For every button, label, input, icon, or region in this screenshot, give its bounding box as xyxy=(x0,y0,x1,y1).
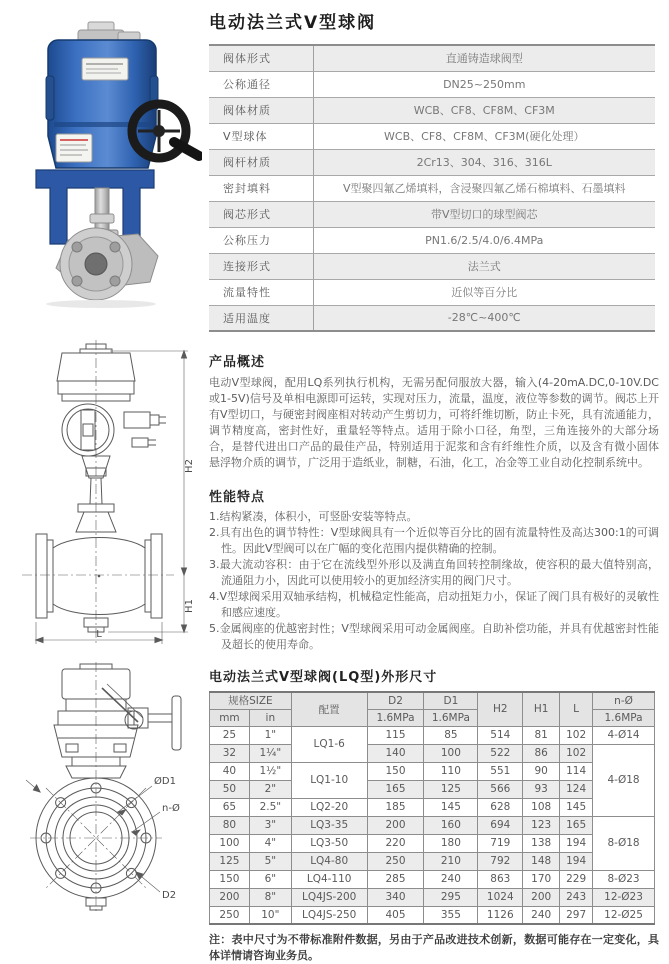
spec-label: 阀体形式 xyxy=(209,45,313,71)
feature-item: 1.结构紧凑，体积小，可竖卧安装等特点。 xyxy=(209,510,418,523)
cell-l: 124 xyxy=(560,780,593,798)
overview-body: 电动V型球阀，配用LQ系列执行机构，无需另配伺服放大器，输入(4-20mA.DC,0-10V.DC或1-5V)信号及单相电源即可运转，实现对压力，流量，温度，液位等参数的调节。阀芯上开有V型切口，与硬密封阀座相对转动产生剪切力，可将纤维切断，防止卡死，具有流通能力，调节精度高，密封性好，重量轻等特点。适用于除小口径，角型，三角连接外的大部分场合，是替代进出口产品的最佳产品，特别适用于泥浆和含有纤维性介质，以及含有微小固体悬浮物介质的调节，广泛用于造纸业，制糖，石油，化工，冶金等工业自动化控制系统中。 xyxy=(209,376,659,469)
cell-n: 12-Ø23 xyxy=(593,888,655,906)
col-mm: mm xyxy=(210,709,250,726)
cell-config: LQ3-35 xyxy=(291,816,367,834)
cell-in: 2" xyxy=(249,780,291,798)
cell-mm: 150 xyxy=(210,870,250,888)
dimensions-table-header xyxy=(210,692,655,726)
cell-n: 8-Ø23 xyxy=(593,870,655,888)
cell-l: 102 xyxy=(560,744,593,762)
dimensions-table xyxy=(209,691,655,925)
cell-l: 194 xyxy=(560,834,593,852)
cell-h1: 200 xyxy=(523,888,560,906)
cell-n: 4-Ø18 xyxy=(593,744,655,816)
dim-row xyxy=(210,906,655,924)
side-label xyxy=(56,134,92,162)
cell-in: 1½" xyxy=(249,762,291,780)
cell-d1: 100 xyxy=(424,744,478,762)
feature-item: 4.V型球阀采用双轴承结构，机械稳定性能高，启动扭矩力小，保证了阀门具有极好的灵敏性和感应速度。 xyxy=(209,590,659,619)
spec-row xyxy=(209,305,655,331)
spec-label: 公称压力 xyxy=(209,227,313,253)
col-d2: D2 xyxy=(367,692,424,709)
cell-l: 297 xyxy=(560,906,593,924)
cell-mm: 200 xyxy=(210,888,250,906)
nameplate xyxy=(82,58,128,80)
cell-h1: 93 xyxy=(523,780,560,798)
col-l: L xyxy=(560,692,593,726)
cell-in: 8" xyxy=(249,888,291,906)
spec-row xyxy=(209,175,655,201)
cell-mm: 25 xyxy=(210,726,250,744)
cell-config: LQ1-10 xyxy=(291,762,367,798)
spec-row xyxy=(209,71,655,97)
cell-h1: 86 xyxy=(523,744,560,762)
dim-label-l: L xyxy=(96,629,102,640)
spec-value: 直通铸造球阀型 xyxy=(313,45,655,71)
cell-config: LQ3-50 xyxy=(291,834,367,852)
cell-in: 6" xyxy=(249,870,291,888)
cell-h1: 123 xyxy=(523,816,560,834)
col-d1: D1 xyxy=(424,692,478,709)
cell-d1: 125 xyxy=(424,780,478,798)
cell-h1: 90 xyxy=(523,762,560,780)
cell-h1: 240 xyxy=(523,906,560,924)
cell-l: 243 xyxy=(560,888,593,906)
cell-h2: 1126 xyxy=(478,906,523,924)
electric-v-ball-valve-photo xyxy=(6,18,202,310)
dim-label-h2: H2 xyxy=(184,459,195,473)
cell-in: 3" xyxy=(249,816,291,834)
spec-row xyxy=(209,279,655,305)
cell-config: LQ2-20 xyxy=(291,798,367,816)
cell-h1: 148 xyxy=(523,852,560,870)
dim-row xyxy=(210,744,655,762)
cell-l: 102 xyxy=(560,726,593,744)
dim-row xyxy=(210,798,655,816)
cell-config: LQ4JS-200 xyxy=(291,888,367,906)
cell-l: 229 xyxy=(560,870,593,888)
cell-h1: 81 xyxy=(523,726,560,744)
spec-label: 密封填料 xyxy=(209,175,313,201)
spec-value: V型聚四氟乙烯填料，含浸聚四氟乙烯石棉填料、石墨填料 xyxy=(313,175,655,201)
col-d2-mpa: 1.6MPa xyxy=(367,709,424,726)
cell-d2: 285 xyxy=(367,870,424,888)
col-size: 规格SIZE xyxy=(210,692,292,709)
cell-mm: 250 xyxy=(210,906,250,924)
cell-mm: 125 xyxy=(210,852,250,870)
cell-h1: 138 xyxy=(523,834,560,852)
spec-row xyxy=(209,253,655,279)
cell-h2: 628 xyxy=(478,798,523,816)
cell-h2: 792 xyxy=(478,852,523,870)
spec-label: 流量特性 xyxy=(209,279,313,305)
spec-value: 带V型切口的球型阀芯 xyxy=(313,201,655,227)
cell-h2: 863 xyxy=(478,870,523,888)
dim-row xyxy=(210,852,655,870)
spec-label: 公称通径 xyxy=(209,71,313,97)
spec-value: 近似等百分比 xyxy=(313,279,655,305)
spec-row xyxy=(209,97,655,123)
cell-l: 165 xyxy=(560,816,593,834)
dim-label-d1: ØD1 xyxy=(154,776,176,787)
front-view-svg xyxy=(6,660,206,914)
feature-item: 2.具有出色的调节特性：V型球阀具有一个近似等百分比的固有流量特性及高达300:1的可调性。因此V型阀可以在广幅的变化范围内提供精确的控制。 xyxy=(209,526,659,555)
handwheel xyxy=(132,104,199,158)
dim-label-n: n-Ø xyxy=(162,803,180,814)
spec-row xyxy=(209,149,655,175)
spec-label: 连接形式 xyxy=(209,253,313,279)
cell-h2: 514 xyxy=(478,726,523,744)
cell-d1: 210 xyxy=(424,852,478,870)
cell-l: 194 xyxy=(560,852,593,870)
page-title: 电动法兰式V型球阀 xyxy=(209,13,377,33)
cell-d2: 150 xyxy=(367,762,424,780)
cell-d1: 145 xyxy=(424,798,478,816)
cell-mm: 50 xyxy=(210,780,250,798)
cell-d2: 185 xyxy=(367,798,424,816)
product-photo xyxy=(6,18,202,310)
cell-d1: 85 xyxy=(424,726,478,744)
spec-label: 阀杆材质 xyxy=(209,149,313,175)
features-heading: 性能特点 xyxy=(209,490,266,505)
col-n: n-Ø xyxy=(593,692,655,709)
col-n-mpa: 1.6MPa xyxy=(593,709,655,726)
side-view-svg xyxy=(6,338,202,648)
dim-row xyxy=(210,780,655,798)
cell-h1: 170 xyxy=(523,870,560,888)
table-note: 注：表中尺寸为不带标准附件数据，另由于产品改进技术创新，数据可能存在一定变化，具体详情请咨询业务员。 xyxy=(209,933,659,962)
cell-h2: 551 xyxy=(478,762,523,780)
col-config: 配置 xyxy=(291,692,367,726)
cell-d2: 115 xyxy=(367,726,424,744)
spec-row xyxy=(209,201,655,227)
cell-in: 2.5" xyxy=(249,798,291,816)
spec-row xyxy=(209,45,655,71)
cell-mm: 40 xyxy=(210,762,250,780)
feature-item: 5.金属阀座的优越密封性；V型球阀采用可动金属阀座。自助补偿功能，并具有优越密封性能及超长的使用寿命。 xyxy=(209,622,659,651)
dim-row xyxy=(210,834,655,852)
cell-in: 1" xyxy=(249,726,291,744)
spec-row xyxy=(209,227,655,253)
cell-config: LQ1-6 xyxy=(291,726,367,762)
cell-mm: 65 xyxy=(210,798,250,816)
features-list xyxy=(209,509,659,653)
cell-config: LQ4-80 xyxy=(291,852,367,870)
spec-label: 阀芯形式 xyxy=(209,201,313,227)
cell-d2: 165 xyxy=(367,780,424,798)
spec-value: 法兰式 xyxy=(313,253,655,279)
image-column xyxy=(0,0,205,914)
cell-h2: 566 xyxy=(478,780,523,798)
cell-d1: 295 xyxy=(424,888,478,906)
col-in: in xyxy=(249,709,291,726)
cell-mm: 80 xyxy=(210,816,250,834)
cell-d2: 140 xyxy=(367,744,424,762)
col-d1-mpa: 1.6MPa xyxy=(424,709,478,726)
conduit-cap xyxy=(78,22,140,42)
overview-heading: 产品概述 xyxy=(209,355,266,370)
dim-row xyxy=(210,870,655,888)
cell-d2: 200 xyxy=(367,816,424,834)
cell-n: 12-Ø25 xyxy=(593,906,655,924)
cell-mm: 100 xyxy=(210,834,250,852)
cell-d1: 355 xyxy=(424,906,478,924)
spec-row xyxy=(209,123,655,149)
dim-label-h1: H1 xyxy=(184,599,195,613)
cell-h1: 108 xyxy=(523,798,560,816)
cell-d2: 220 xyxy=(367,834,424,852)
spec-table xyxy=(209,44,655,332)
front-view-drawing xyxy=(6,660,205,918)
cell-d1: 160 xyxy=(424,816,478,834)
cell-in: 1¼" xyxy=(249,744,291,762)
cell-h2: 694 xyxy=(478,816,523,834)
cell-in: 5" xyxy=(249,852,291,870)
cell-d2: 340 xyxy=(367,888,424,906)
cell-d1: 180 xyxy=(424,834,478,852)
spec-value: WCB、CF8、CF8M、CF3M xyxy=(313,97,655,123)
cell-h2: 719 xyxy=(478,834,523,852)
cell-d2: 250 xyxy=(367,852,424,870)
spec-value: 2Cr13、304、316、316L xyxy=(313,149,655,175)
cell-n: 8-Ø18 xyxy=(593,816,655,870)
spec-label: 阀体材质 xyxy=(209,97,313,123)
cell-h2: 1024 xyxy=(478,888,523,906)
cell-in: 10" xyxy=(249,906,291,924)
cell-d1: 110 xyxy=(424,762,478,780)
col-h2: H2 xyxy=(478,692,523,726)
cell-l: 145 xyxy=(560,798,593,816)
col-h1: H1 xyxy=(523,692,560,726)
spec-value: WCB、CF8、CF8M、CF3M(硬化处理） xyxy=(313,123,655,149)
spec-label: V型球体 xyxy=(209,123,313,149)
cell-d1: 240 xyxy=(424,870,478,888)
cell-config: LQ4-110 xyxy=(291,870,367,888)
cell-h2: 522 xyxy=(478,744,523,762)
dim-row xyxy=(210,888,655,906)
content-column xyxy=(205,0,669,962)
cell-n: 4-Ø14 xyxy=(593,726,655,744)
cell-l: 114 xyxy=(560,762,593,780)
dim-row xyxy=(210,762,655,780)
cell-mm: 32 xyxy=(210,744,250,762)
dimensions-heading: 电动法兰式V型球阀(LQ型)外形尺寸 xyxy=(209,670,438,685)
dim-row xyxy=(210,726,655,744)
dim-row xyxy=(210,816,655,834)
cell-config: LQ4JS-250 xyxy=(291,906,367,924)
dim-label-d2: D2 xyxy=(162,890,177,901)
feature-item: 3.最大流动容积：由于它在流线型外形以及满直角回转控制缘故，使容积的最大值特别高，流通阻力小，因此可以使用较小的更加经济实用的阀门尺寸。 xyxy=(209,558,659,587)
spec-value: DN25~250mm xyxy=(313,71,655,97)
cell-d2: 405 xyxy=(367,906,424,924)
cell-in: 4" xyxy=(249,834,291,852)
spec-label: 适用温度 xyxy=(209,305,313,331)
side-view-drawing xyxy=(6,338,205,652)
spec-value: PN1.6/2.5/4.0/6.4MPa xyxy=(313,227,655,253)
spec-value: -28℃~400℃ xyxy=(313,305,655,331)
